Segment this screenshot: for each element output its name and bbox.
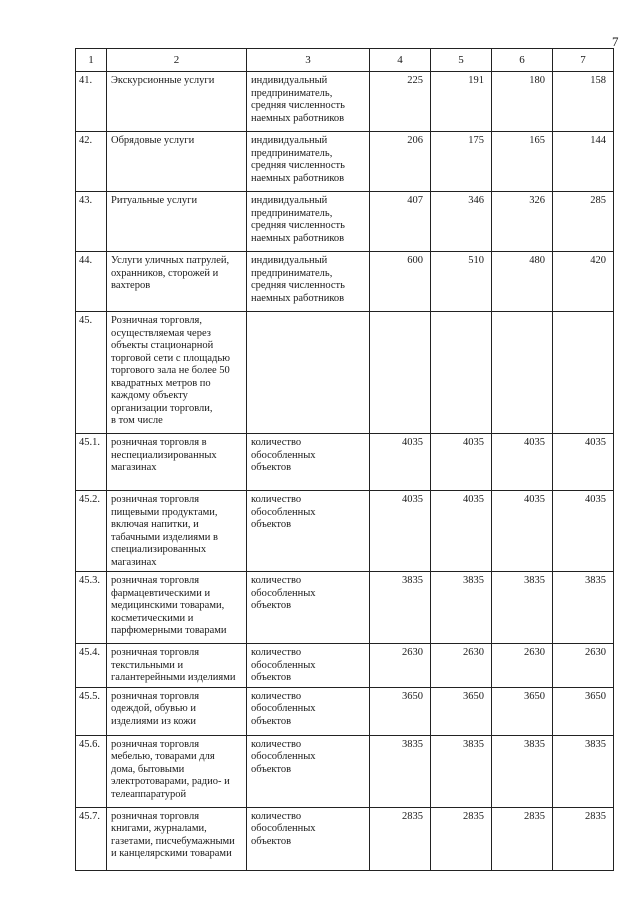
row-index: 45.7. xyxy=(76,807,107,870)
row-value-col4: 3650 xyxy=(370,687,431,735)
row-index: 45.6. xyxy=(76,735,107,807)
row-unit: индивидуальный предприниматель, средняя численность наемных работников xyxy=(247,192,370,252)
row-value-col7: 3650 xyxy=(553,687,614,735)
table-row xyxy=(76,572,614,644)
table-row xyxy=(76,192,614,252)
row-value-col4: 3835 xyxy=(370,735,431,807)
row-index: 41. xyxy=(76,72,107,132)
row-unit: количество обособленных объектов xyxy=(247,434,370,491)
row-unit xyxy=(247,312,370,434)
row-value-col4: 407 xyxy=(370,192,431,252)
row-index: 43. xyxy=(76,192,107,252)
table-row xyxy=(76,807,614,870)
row-value-col5: 3835 xyxy=(431,735,492,807)
row-value-col5: 3835 xyxy=(431,572,492,644)
row-value-col4 xyxy=(370,312,431,434)
row-value-col6 xyxy=(492,312,553,434)
table-row xyxy=(76,644,614,688)
row-unit: количество обособленных объектов xyxy=(247,491,370,572)
row-unit: количество обособленных объектов xyxy=(247,687,370,735)
row-unit: индивидуальный предприниматель, средняя численность наемных работников xyxy=(247,252,370,312)
table-row xyxy=(76,491,614,572)
row-value-col6: 4035 xyxy=(492,491,553,572)
row-unit: количество обособленных объектов xyxy=(247,735,370,807)
row-unit: количество обособленных объектов xyxy=(247,572,370,644)
row-name: розничная торговля в неспециализированных магазинах xyxy=(107,434,247,491)
row-unit: количество обособленных объектов xyxy=(247,807,370,870)
header-cell: 6 xyxy=(492,49,553,72)
row-name: розничная торговля книгами, журналами, газетами, писчебумажными и канцелярскими товарами xyxy=(107,807,247,870)
table-row xyxy=(76,132,614,192)
table-row xyxy=(76,687,614,735)
row-value-col7: 2630 xyxy=(553,644,614,688)
row-value-col4: 4035 xyxy=(370,434,431,491)
row-index: 45.4. xyxy=(76,644,107,688)
row-value-col7: 158 xyxy=(553,72,614,132)
header-cell: 5 xyxy=(431,49,492,72)
row-value-col4: 600 xyxy=(370,252,431,312)
row-value-col5: 2835 xyxy=(431,807,492,870)
row-name: розничная торговля пищевыми продуктами, включая напитки, и табачными изделиями в специализированных магазинах xyxy=(107,491,247,572)
row-value-col7: 285 xyxy=(553,192,614,252)
row-index: 44. xyxy=(76,252,107,312)
row-value-col5: 4035 xyxy=(431,434,492,491)
table-row xyxy=(76,735,614,807)
row-value-col7: 144 xyxy=(553,132,614,192)
row-value-col5: 2630 xyxy=(431,644,492,688)
tariff-table xyxy=(75,48,614,871)
row-value-col5: 175 xyxy=(431,132,492,192)
row-value-col5: 4035 xyxy=(431,491,492,572)
row-value-col6: 326 xyxy=(492,192,553,252)
row-value-col6: 480 xyxy=(492,252,553,312)
row-value-col4: 225 xyxy=(370,72,431,132)
row-value-col6: 4035 xyxy=(492,434,553,491)
table-row xyxy=(76,312,614,434)
header-row xyxy=(76,49,614,72)
page-number: 7 xyxy=(612,34,619,49)
row-name: розничная торговля фармацевтическими и медицинскими товарами, косметическими и парфюмерными товарами xyxy=(107,572,247,644)
row-unit: индивидуальный предприниматель, средняя численность наемных работников xyxy=(247,132,370,192)
row-value-col5: 3650 xyxy=(431,687,492,735)
row-name: Экскурсионные услуги xyxy=(107,72,247,132)
row-name: Розничная торговля, осуществляемая через объекты стационарной торговой сети с площадью торгового зала не более 50 квадратных метров по каждому объекту организации торговли, в том числе xyxy=(107,312,247,434)
row-value-col4: 4035 xyxy=(370,491,431,572)
row-value-col4: 206 xyxy=(370,132,431,192)
row-name: Ритуальные услуги xyxy=(107,192,247,252)
row-index: 45. xyxy=(76,312,107,434)
row-name: Услуги уличных патрулей, охранников, сторожей и вахтеров xyxy=(107,252,247,312)
table-row xyxy=(76,434,614,491)
row-value-col6: 3835 xyxy=(492,735,553,807)
header-cell: 1 xyxy=(76,49,107,72)
row-value-col7: 4035 xyxy=(553,434,614,491)
row-value-col4: 3835 xyxy=(370,572,431,644)
row-index: 45.2. xyxy=(76,491,107,572)
row-value-col6: 180 xyxy=(492,72,553,132)
row-index: 42. xyxy=(76,132,107,192)
row-value-col7: 3835 xyxy=(553,735,614,807)
header-cell: 2 xyxy=(107,49,247,72)
row-value-col6: 3835 xyxy=(492,572,553,644)
row-unit: индивидуальный предприниматель, средняя численность наемных работников xyxy=(247,72,370,132)
row-value-col4: 2835 xyxy=(370,807,431,870)
row-value-col5 xyxy=(431,312,492,434)
row-value-col7: 2835 xyxy=(553,807,614,870)
row-index: 45.3. xyxy=(76,572,107,644)
row-unit: количество обособленных объектов xyxy=(247,644,370,688)
table-row xyxy=(76,252,614,312)
table-row xyxy=(76,72,614,132)
row-value-col7 xyxy=(553,312,614,434)
row-value-col6: 3650 xyxy=(492,687,553,735)
row-index: 45.1. xyxy=(76,434,107,491)
row-name: розничная торговля текстильными и галантерейными изделиями xyxy=(107,644,247,688)
row-value-col5: 191 xyxy=(431,72,492,132)
row-value-col7: 420 xyxy=(553,252,614,312)
row-name: розничная торговля одеждой, обувью и изделиями из кожи xyxy=(107,687,247,735)
header-cell: 4 xyxy=(370,49,431,72)
row-name: Обрядовые услуги xyxy=(107,132,247,192)
row-value-col6: 165 xyxy=(492,132,553,192)
header-cell: 7 xyxy=(553,49,614,72)
row-value-col5: 346 xyxy=(431,192,492,252)
row-value-col6: 2630 xyxy=(492,644,553,688)
row-value-col5: 510 xyxy=(431,252,492,312)
row-index: 45.5. xyxy=(76,687,107,735)
row-value-col7: 3835 xyxy=(553,572,614,644)
row-name: розничная торговля мебелью, товарами для дома, бытовыми электротоварами, радио- и телеаппаратурой xyxy=(107,735,247,807)
row-value-col7: 4035 xyxy=(553,491,614,572)
header-cell: 3 xyxy=(247,49,370,72)
row-value-col6: 2835 xyxy=(492,807,553,870)
row-value-col4: 2630 xyxy=(370,644,431,688)
